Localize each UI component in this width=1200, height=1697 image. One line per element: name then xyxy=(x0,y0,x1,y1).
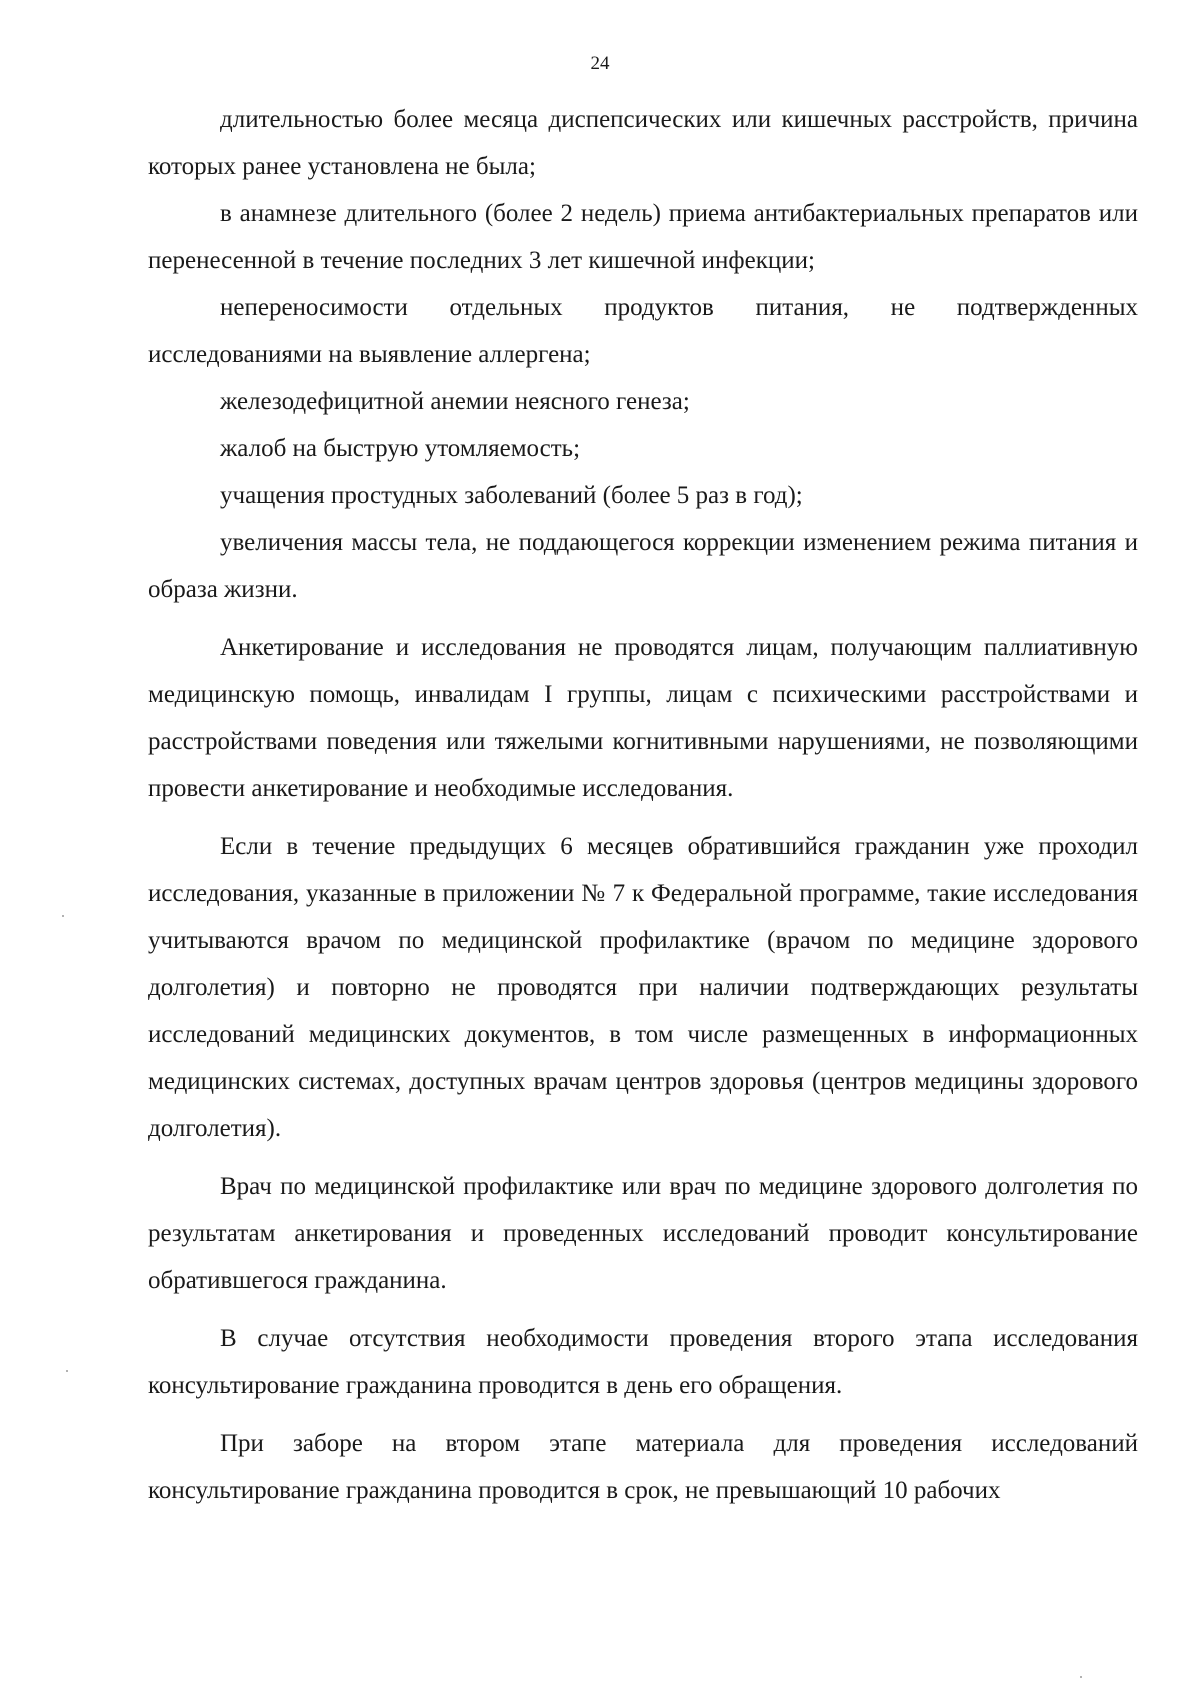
paragraph-second-stage: При заборе на втором этапе материала для проведения исследований консультирование гражданина проводится в срок, не превышающий 10 рабочих xyxy=(148,1430,1138,1504)
paragraph-dyspepsia: длительностью более месяца диспепсических или кишечных расстройств, причина которых ранее установлена не была; xyxy=(148,106,1138,180)
paragraph-colds: учащения простудных заболеваний (более 5 раз в год); xyxy=(220,482,803,509)
document-body xyxy=(148,96,1138,1514)
scan-speck xyxy=(66,1370,68,1372)
paragraph-anemia: железодефицитной анемии неясного генеза; xyxy=(220,388,690,415)
paragraph-antibacterial: в анамнезе длительного (более 2 недель) приема антибактериальных препаратов или перенесенной в течение последних 3 лет кишечной инфекции; xyxy=(148,200,1138,274)
page-number: 24 xyxy=(590,53,610,74)
paragraph-no-second-stage: В случае отсутствия необходимости проведения второго этапа исследования консультирование гражданина проводится в день его обращения. xyxy=(148,1325,1138,1399)
scan-speck xyxy=(62,915,64,917)
paragraph-consultation: Врач по медицинской профилактике или врач по медицине здорового долголетия по результатам анкетирования и проведенных исследований проводит консультирование обратившегося гражданина. xyxy=(148,1173,1138,1294)
paragraph-body-mass: увеличения массы тела, не поддающегося коррекции изменением режима питания и образа жизни. xyxy=(148,529,1138,603)
paragraph-food-intolerance: непереносимости отдельных продуктов питания, не подтвержденных исследованиями на выявление аллергена; xyxy=(148,294,1138,368)
paragraph-exclusions: Анкетирование и исследования не проводятся лицам, получающим паллиативную медицинскую помощь, инвалидам I группы, лицам с психическими расстройствами и расстройствами поведения или тяжелыми когнитивными нарушениями, не позволяющими провести анкетирование и необходимые исследования. xyxy=(148,634,1138,802)
paragraph-fatigue: жалоб на быструю утомляемость; xyxy=(220,435,581,462)
paragraph-previous-studies: Если в течение предыдущих 6 месяцев обратившийся гражданин уже проходил исследования, указанные в приложении № 7 к Федеральной программе, такие исследования учитываются врачом по медицинской профилактике (врачом по медицине здорового долголетия) и повторно не проводятся при наличии подтверждающих результаты исследований медицинских документов, в том числе размещенных в информационных медицинских системах, доступных врачам центров здоровья (центров медицины здорового долголетия). xyxy=(148,833,1138,1142)
scan-speck xyxy=(1080,1676,1082,1678)
